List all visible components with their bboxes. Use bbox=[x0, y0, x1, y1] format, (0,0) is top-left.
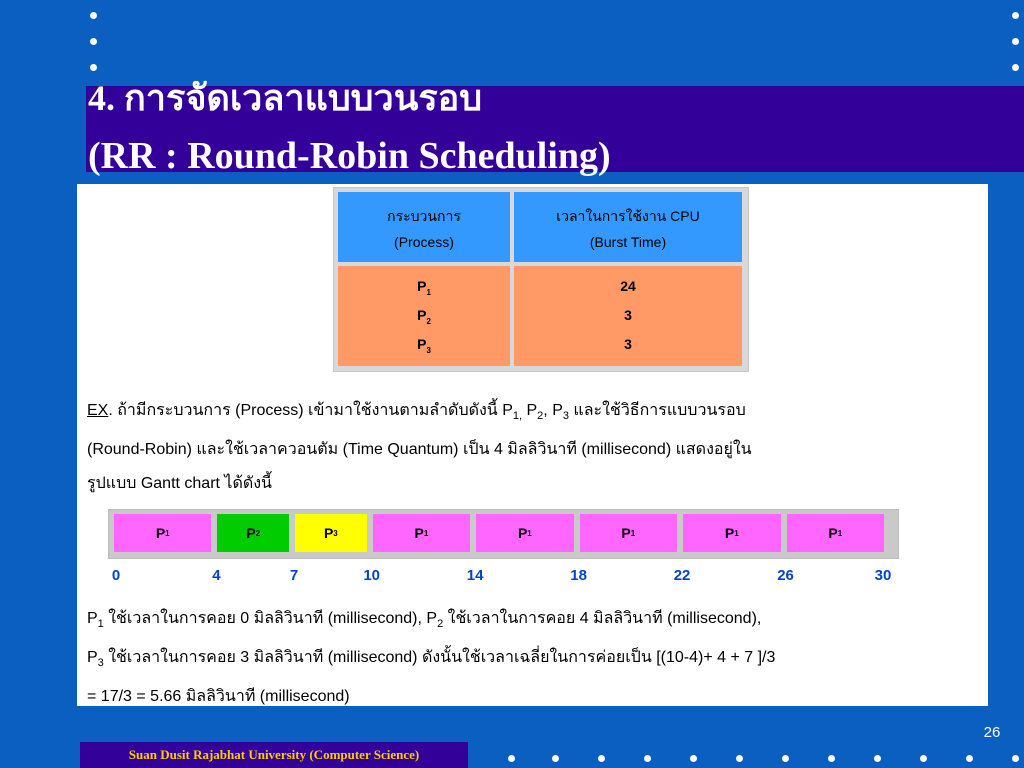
bullet-dot bbox=[782, 755, 789, 762]
subscript: 1 bbox=[97, 618, 104, 631]
segment-subscript: 1 bbox=[630, 528, 636, 538]
gantt-segment bbox=[373, 514, 470, 552]
example-label: EX bbox=[87, 402, 109, 419]
subscript: 3 bbox=[97, 657, 104, 670]
example-paragraph bbox=[87, 394, 977, 501]
example-text: และใช้วิธีการแบบวนรอบ bbox=[568, 402, 746, 419]
burst-time: 3 bbox=[624, 307, 632, 323]
bullet-dot bbox=[644, 755, 651, 762]
bullet-dot bbox=[828, 755, 835, 762]
gantt-segment bbox=[580, 514, 677, 552]
header-line: (Process) bbox=[394, 234, 454, 250]
bullet-dot bbox=[508, 755, 515, 762]
result-line bbox=[87, 641, 977, 680]
process-subscript: 1 bbox=[426, 287, 431, 297]
example-text: , P bbox=[543, 402, 563, 419]
gantt-tick-label: 0 bbox=[111, 567, 121, 584]
gantt-tick-label: 10 bbox=[363, 567, 380, 584]
process-table bbox=[333, 187, 749, 372]
slide-subtitle: (RR : Round-Robin Scheduling) bbox=[88, 135, 611, 177]
page-number: 26 bbox=[983, 724, 1001, 741]
bullet-dot bbox=[1012, 38, 1019, 45]
gantt-segment bbox=[217, 514, 289, 552]
bullet-dot bbox=[90, 12, 97, 19]
process-name bbox=[338, 307, 510, 326]
gantt-tick-label: 30 bbox=[874, 567, 892, 584]
gantt-tick-label: 22 bbox=[673, 567, 691, 584]
segment-label: P bbox=[517, 525, 528, 541]
result-text: P bbox=[87, 649, 98, 667]
segment-subscript: 3 bbox=[333, 528, 338, 538]
footer-university: Suan Dusit Rajabhat University (Computer Science) bbox=[80, 742, 468, 768]
result-paragraph bbox=[87, 602, 977, 714]
table-header-process bbox=[338, 192, 510, 262]
gantt-tick-label: 18 bbox=[570, 567, 587, 584]
header-line: กระบวนการ bbox=[387, 208, 461, 224]
subscript: 2 bbox=[537, 410, 544, 423]
segment-label: P bbox=[828, 525, 838, 541]
slide-title: 4. การจัดเวลาแบบวนรอบ bbox=[88, 78, 483, 118]
table-body-process bbox=[338, 266, 510, 366]
result-line: = 17/3 = 5.66 มิลลิวินาที (millisecond) bbox=[87, 688, 350, 706]
process-letter: P bbox=[417, 307, 427, 323]
segment-label: P bbox=[323, 525, 334, 541]
result-text: ใช้เวลาในการคอย 3 มิลลิวินาที (millisecond) ดังนั้นใช้เวลาเฉลี่ยในการค่อยเป็น [(10-4)+ 4 + 7 ]/3 bbox=[103, 649, 776, 667]
gantt-tick-label: 7 bbox=[289, 567, 299, 584]
bullet-dot bbox=[1012, 755, 1019, 762]
process-name bbox=[338, 336, 510, 355]
gantt-tick-label: 14 bbox=[466, 567, 484, 584]
gantt-segment bbox=[787, 514, 884, 552]
bullet-dot bbox=[690, 755, 697, 762]
content-panel bbox=[77, 184, 988, 706]
gantt-segment bbox=[114, 514, 211, 552]
example-text: . ถ้ามีกระบวนการ (Process) เข้ามาใช้งานตามลำดับดังนี้ P bbox=[108, 402, 513, 419]
subscript: 3 bbox=[562, 410, 569, 423]
bullet-dot bbox=[920, 755, 927, 762]
subscript: 1, bbox=[512, 410, 523, 423]
process-subscript: 3 bbox=[426, 345, 431, 355]
segment-label: P bbox=[155, 525, 166, 541]
table-body-burst bbox=[514, 266, 742, 366]
process-letter: P bbox=[417, 278, 427, 294]
gantt-tick-label: 26 bbox=[777, 567, 794, 584]
process-name bbox=[338, 278, 510, 297]
bullet-dot bbox=[736, 755, 743, 762]
bullet-dot bbox=[598, 755, 605, 762]
result-text: ใช้เวลาในการคอย 4 มิลลิวินาที (millisecond), bbox=[443, 610, 762, 627]
gantt-segment bbox=[295, 514, 367, 552]
burst-time: 3 bbox=[624, 336, 632, 352]
segment-subscript: 2 bbox=[255, 528, 261, 538]
gantt-tick-label: 4 bbox=[212, 567, 221, 584]
example-text: P bbox=[522, 402, 538, 419]
segment-subscript: 1 bbox=[734, 528, 739, 538]
segment-subscript: 1 bbox=[837, 528, 843, 538]
bullet-dot bbox=[90, 38, 97, 45]
header-line: (Burst Time) bbox=[589, 234, 667, 250]
bullet-dot bbox=[1012, 64, 1019, 71]
process-subscript: 2 bbox=[426, 316, 431, 326]
gantt-chart bbox=[108, 509, 899, 559]
burst-time: 24 bbox=[620, 278, 636, 294]
segment-label: P bbox=[621, 525, 631, 541]
subscript: 2 bbox=[437, 618, 444, 631]
table-header-burst bbox=[514, 192, 742, 262]
segment-label: P bbox=[724, 525, 735, 541]
segment-label: P bbox=[246, 525, 256, 541]
segment-subscript: 1 bbox=[527, 528, 532, 538]
example-line: รูปแบบ Gantt chart ได้ดังนี้ bbox=[87, 475, 272, 493]
result-text: ใช้เวลาในการคอย 0 มิลลิวินาที (millisecond), P bbox=[103, 610, 438, 627]
result-line bbox=[87, 602, 977, 641]
bullet-dot bbox=[1012, 12, 1019, 19]
segment-subscript: 1 bbox=[165, 528, 170, 538]
example-line bbox=[87, 394, 977, 433]
header-line: เวลาในการใช้งาน CPU bbox=[556, 208, 700, 224]
bullet-dot bbox=[874, 755, 881, 762]
process-letter: P bbox=[417, 336, 427, 352]
result-text: P bbox=[87, 610, 98, 627]
segment-subscript: 1 bbox=[423, 528, 429, 538]
gantt-segment bbox=[683, 514, 780, 552]
segment-label: P bbox=[414, 525, 424, 541]
gantt-segment bbox=[476, 514, 573, 552]
bullet-dot bbox=[552, 755, 559, 762]
example-line: (Round-Robin) และใช้เวลาควอนตัม (Time Quantum) เป็น 4 มิลลิวินาที (millisecond) แสดงอยู่ใน bbox=[87, 441, 752, 459]
bullet-dot bbox=[966, 755, 973, 762]
